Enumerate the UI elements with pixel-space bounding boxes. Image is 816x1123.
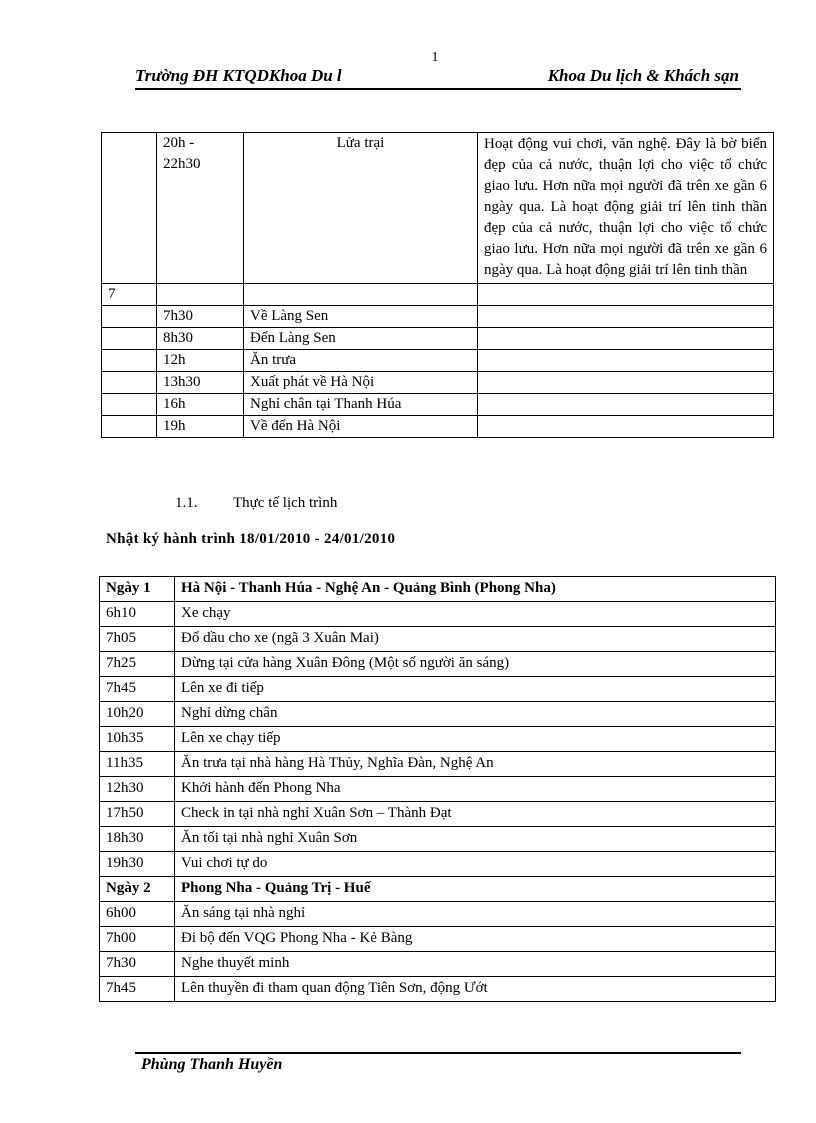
header-school: Trường ĐH KTQDKhoa Du l: [135, 66, 342, 85]
schedule-activity-cell: [244, 284, 478, 306]
journal-activity-cell: Nghe thuyết minh: [175, 952, 776, 977]
schedule-note-cell: [478, 350, 774, 372]
journal-time-cell: 10h35: [100, 727, 175, 752]
journal-activity-cell: Lên thuyền đi tham quan động Tiên Sơn, động Ướt: [175, 977, 776, 1002]
schedule-time-start: 20h -: [163, 135, 195, 151]
schedule-day-cell: 7: [102, 284, 157, 306]
journal-activity-cell: Khởi hành đến Phong Nha: [175, 777, 776, 802]
journal-activity-cell: Đi bộ đến VQG Phong Nha - Kẻ Bàng: [175, 927, 776, 952]
schedule-table: [101, 132, 774, 438]
schedule-time-cell: 16h: [157, 394, 244, 416]
schedule-day-cell: [102, 133, 157, 284]
schedule-time-end: 22h30: [163, 156, 201, 172]
journal-row: [100, 702, 776, 727]
schedule-row: [102, 284, 774, 306]
journal-row: [100, 777, 776, 802]
journal-time-cell: 7h45: [100, 977, 175, 1002]
journal-row: [100, 927, 776, 952]
journal-title: Nhật ký hành trình 18/01/2010 - 24/01/2010: [106, 531, 396, 547]
schedule-activity-cell: Về Làng Sen: [244, 306, 478, 328]
journal-activity-cell: Xe chạy: [175, 602, 776, 627]
journal-time-cell: 6h00: [100, 902, 175, 927]
schedule-time-cell: 8h30: [157, 328, 244, 350]
schedule-time-cell: 7h30: [157, 306, 244, 328]
footer-divider: [135, 1052, 741, 1054]
journal-time-cell: 11h35: [100, 752, 175, 777]
schedule-day-cell: [102, 416, 157, 438]
journal-row: [100, 677, 776, 702]
schedule-time-cell: [157, 284, 244, 306]
journal-time-cell: 7h30: [100, 952, 175, 977]
journal-row: [100, 952, 776, 977]
schedule-activity-cell: Lửa trại: [244, 133, 478, 284]
schedule-note-cell: [478, 394, 774, 416]
schedule-day-cell: [102, 350, 157, 372]
schedule-row: [102, 394, 774, 416]
journal-activity-cell: Lên xe chạy tiếp: [175, 727, 776, 752]
footer-author: Phùng Thanh Huyền: [141, 1056, 283, 1073]
journal-activity-cell: Ăn sáng tại nhà nghỉ: [175, 902, 776, 927]
journal-activity-cell: Hà Nội - Thanh Húa - Nghệ An - Quảng Bình (Phong Nha): [175, 577, 776, 602]
schedule-activity-cell: Ăn trưa: [244, 350, 478, 372]
journal-row: [100, 852, 776, 877]
schedule-note-cell: Hoạt động vui chơi, văn nghệ. Đây là bờ biển đẹp của cả nước, thuận lợi cho việc tổ chức giao lưu. Hơn nữa mọi người đã trên xe gần 6 ngày qua. Là hoạt động giải trí lên tinh thần đẹp của cả nước, thuận lợi cho việc tổ chức giao lưu. Hơn nữa mọi người đã trên xe gần 6 ngày qua. Là hoạt động giải trí lên tinh thần: [478, 133, 774, 284]
schedule-day-cell: [102, 394, 157, 416]
journal-time-cell: 7h05: [100, 627, 175, 652]
journal-time-cell: 12h30: [100, 777, 175, 802]
schedule-activity-cell: Đến Làng Sen: [244, 328, 478, 350]
journal-row: [100, 627, 776, 652]
schedule-day-cell: [102, 372, 157, 394]
section-number: 1.1.: [175, 495, 198, 511]
journal-time-cell: 7h45: [100, 677, 175, 702]
journal-row: [100, 977, 776, 1002]
schedule-row: [102, 328, 774, 350]
journal-activity-cell: Dừng tại cửa hàng Xuân Đông (Một số người ăn sáng): [175, 652, 776, 677]
section-heading: [175, 495, 337, 512]
journal-time-cell: 19h30: [100, 852, 175, 877]
journal-activity-cell: Ăn tối tại nhà nghỉ Xuân Sơn: [175, 827, 776, 852]
journal-activity-cell: Nghỉ dừng chân: [175, 702, 776, 727]
schedule-time-cell: 12h: [157, 350, 244, 372]
schedule-note-cell: [478, 284, 774, 306]
journal-time-cell: 6h10: [100, 602, 175, 627]
schedule-note-cell: [478, 306, 774, 328]
schedule-activity-cell: Về đến Hà Nội: [244, 416, 478, 438]
journal-table: [99, 576, 776, 1002]
journal-activity-cell: Ăn trưa tại nhà hàng Hà Thủy, Nghĩa Đàn, Nghệ An: [175, 752, 776, 777]
journal-time-cell: 10h20: [100, 702, 175, 727]
journal-time-cell: 7h25: [100, 652, 175, 677]
journal-row-day: [100, 577, 776, 602]
journal-activity-cell: Đổ dầu cho xe (ngã 3 Xuân Mai): [175, 627, 776, 652]
journal-time-cell: 17h50: [100, 802, 175, 827]
journal-time-cell: 7h00: [100, 927, 175, 952]
journal-row: [100, 827, 776, 852]
schedule-day-cell: [102, 328, 157, 350]
schedule-note-cell: [478, 328, 774, 350]
schedule-day-cell: [102, 306, 157, 328]
journal-row: [100, 752, 776, 777]
journal-time-cell: Ngày 2: [100, 877, 175, 902]
journal-row: [100, 727, 776, 752]
schedule-row: [102, 416, 774, 438]
journal-activity-cell: Lên xe đi tiếp: [175, 677, 776, 702]
journal-row: [100, 802, 776, 827]
journal-row: [100, 902, 776, 927]
journal-row: [100, 652, 776, 677]
schedule-activity-cell: Nghỉ chân tại Thanh Húa: [244, 394, 478, 416]
header-faculty: Khoa Du lịch & Khách sạn: [547, 66, 739, 85]
schedule-time-cell: [157, 133, 244, 284]
schedule-row: [102, 133, 774, 284]
schedule-time-cell: 19h: [157, 416, 244, 438]
journal-activity-cell: Check in tại nhà nghỉ Xuân Sơn – Thành Đạt: [175, 802, 776, 827]
journal-row: [100, 602, 776, 627]
journal-row-day: [100, 877, 776, 902]
schedule-row: [102, 306, 774, 328]
journal-time-cell: 18h30: [100, 827, 175, 852]
schedule-row: [102, 350, 774, 372]
schedule-note-cell: [478, 416, 774, 438]
journal-activity-cell: Phong Nha - Quảng Trị - Huế: [175, 877, 776, 902]
journal-time-cell: Ngày 1: [100, 577, 175, 602]
schedule-time-cell: 13h30: [157, 372, 244, 394]
schedule-activity-cell: Xuất phát về Hà Nội: [244, 372, 478, 394]
schedule-note-cell: [478, 372, 774, 394]
schedule-row: [102, 372, 774, 394]
page-number: 1: [431, 50, 439, 65]
page-header: [135, 66, 741, 90]
journal-activity-cell: Vui chơi tự do: [175, 852, 776, 877]
section-title: Thực tế lịch trình: [233, 495, 338, 511]
